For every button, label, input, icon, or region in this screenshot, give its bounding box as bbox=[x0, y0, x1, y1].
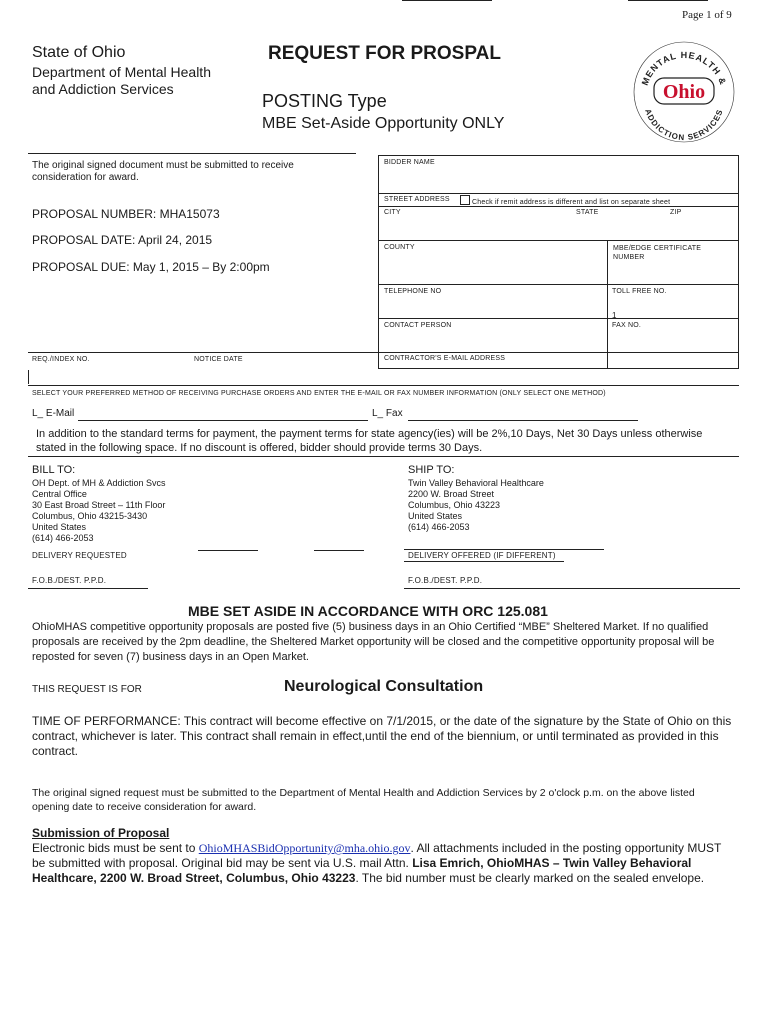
top-rule-2 bbox=[628, 0, 708, 1]
ohio-mhas-seal bbox=[632, 40, 736, 144]
request-label: THIS REQUEST IS FOR bbox=[32, 684, 142, 695]
bill-fob-label: F.O.B./DEST. P.P.D. bbox=[32, 576, 107, 585]
city-label[interactable]: CITY bbox=[384, 209, 401, 216]
delivery-requested-label: DELIVERY REQUESTED bbox=[32, 551, 127, 560]
agency-state: State of Ohio bbox=[32, 44, 126, 61]
ship-fob-label: F.O.B./DEST. P.P.D. bbox=[408, 576, 483, 585]
contractor-email-label[interactable]: CONTRACTOR'S E-MAIL ADDRESS bbox=[384, 355, 506, 362]
posting-type: POSTING Type bbox=[262, 91, 387, 111]
submit-notice: The original signed request must be submitted to the Department of Mental Health and Addiction Services by 2 o'clock p.m. on the above listed opening date to receive consideration for award. bbox=[32, 787, 695, 813]
submission-text-end: . The bid number must be clearly marked on the sealed envelope. bbox=[355, 871, 705, 885]
opportunity-type: MBE Set-Aside Opportunity ONLY bbox=[262, 115, 505, 132]
mbe-heading: MBE SET ASIDE IN ACCORDANCE WITH ORC 125.081 bbox=[188, 603, 548, 619]
ship-to-line: (614) 466-2053 bbox=[408, 522, 470, 532]
email-option[interactable] bbox=[32, 408, 74, 420]
proposal-due: PROPOSAL DUE: May 1, 2015 – By 2:00pm bbox=[32, 260, 270, 274]
notice-date-label: NOTICE DATE bbox=[194, 356, 243, 363]
bill-to-line: Central Office bbox=[32, 489, 87, 499]
req-index-label: REQ./INDEX NO. bbox=[32, 356, 90, 363]
bill-to-line: OH Dept. of MH & Addiction Svcs bbox=[32, 478, 166, 488]
payment-terms: In addition to the standard terms for payment, the payment terms for state agency(ies) will be 2%,10 Days, Net 30 Days unless otherwise stated in the following space. If no discount is offered, bidder should provide terms 30 Days. bbox=[36, 428, 703, 454]
tof-text: This contract will become effective on 7/1/2015, or the date of the signature by the State of Ohio on this contract, whichever is later. This contract shall remain in effect,until the end of the biennium, or until terminated as provided in this contract. bbox=[32, 714, 732, 758]
fax-no-label[interactable]: FAX NO. bbox=[612, 322, 642, 329]
telephone-label[interactable]: TELEPHONE NO bbox=[384, 288, 442, 295]
bill-to-line: United States bbox=[32, 522, 87, 532]
delivery-offered-label: DELIVERY OFFERED (IF DIFFERENT) bbox=[408, 551, 556, 560]
submission-bold-address: Lisa Emrich, OhioMHAS – Twin Valley Behavioral Healthcare, 2200 W. Broad Street, Columbus, Ohio 43223 bbox=[32, 856, 692, 885]
mbe-text: OhioMHAS competitive opportunity proposals are posted five (5) business days in an Ohio Certified “MBE” Sheltered Market. If no qualified proposals are received by the 2pm deadline, the Sheltered Market opportunity will be closed and the competitive opportunity proposal will be reposted for seven (7) business days in an Open Market. bbox=[32, 621, 715, 663]
fax-underline-icon: L_ bbox=[372, 408, 386, 419]
remit-check[interactable] bbox=[458, 195, 670, 206]
mbe-cert-label[interactable]: MBE/EDGE CERTIFICATE NUMBER bbox=[613, 245, 702, 261]
zip-label[interactable]: ZIP bbox=[670, 209, 682, 216]
request-value: Neurological Consultation bbox=[284, 678, 484, 695]
ship-to-line: 2200 W. Broad Street bbox=[408, 489, 495, 499]
bill-to-line: (614) 466-2053 bbox=[32, 533, 94, 543]
seal-text-bottom: ADDICTION SERVICES bbox=[643, 107, 725, 143]
bidder-info-box bbox=[378, 155, 739, 369]
bidder-name-label[interactable]: BIDDER NAME bbox=[384, 159, 435, 166]
bill-to-label: BILL TO: bbox=[32, 464, 76, 476]
seal-text-top: MENTAL HEALTH & bbox=[639, 49, 729, 87]
svg-text:ADDICTION SERVICES bbox=[643, 108, 724, 142]
original-doc-notice: The original signed document must be submitted to receive consideration for award. bbox=[32, 160, 294, 183]
submission-heading: Submission of Proposal bbox=[32, 826, 170, 840]
page-number: Page 1 of 9 bbox=[682, 9, 732, 21]
submission-text bbox=[32, 841, 732, 886]
remit-check-label: Check if remit address is different and list on separate sheet bbox=[472, 199, 671, 206]
remit-checkbox[interactable] bbox=[460, 195, 470, 205]
county-label[interactable]: COUNTY bbox=[384, 244, 415, 251]
agency-dept-line1: Department of Mental Health bbox=[32, 64, 211, 80]
ship-to-label: SHIP TO: bbox=[408, 464, 455, 476]
submission-text-middle: . All attachments included in the posting opportunity MUST be submitted with proposal. Original bid may be sent via U.S. mail Attn. bbox=[32, 841, 722, 870]
agency-dept-line2: and Addiction Services bbox=[32, 81, 174, 97]
seal-center: Ohio bbox=[662, 81, 706, 103]
fax-option-label: Fax bbox=[385, 408, 403, 419]
method-instruction: SELECT YOUR PREFERRED METHOD OF RECEIVING PURCHASE ORDERS AND ENTER THE E-MAIL OR FAX NUMBER INFORMATION (ONLY SELECT ONE METHOD) bbox=[32, 390, 606, 397]
fax-option[interactable] bbox=[372, 408, 403, 420]
ship-to-line: Columbus, Ohio 43223 bbox=[408, 500, 501, 510]
email-underline-icon: L_ bbox=[32, 408, 46, 419]
ship-to-line: United States bbox=[408, 511, 463, 521]
proposal-date: PROPOSAL DATE: April 24, 2015 bbox=[32, 233, 213, 247]
time-of-performance bbox=[32, 714, 732, 759]
bid-email-link[interactable]: OhioMHASBidOpportunity@mha.ohio.gov bbox=[198, 841, 411, 855]
toll-free-prefix: 1 bbox=[612, 311, 617, 320]
submission-text-start: Electronic bids must be sent to bbox=[32, 841, 199, 855]
street-address-label[interactable]: STREET ADDRESS bbox=[384, 196, 450, 203]
bill-to-line: 30 East Broad Street – 11th Floor bbox=[32, 500, 166, 510]
bill-to-address bbox=[32, 478, 166, 544]
document-title: REQUEST FOR PROSPAL bbox=[268, 43, 501, 64]
state-label[interactable]: STATE bbox=[576, 209, 599, 216]
bill-to-line: Columbus, Ohio 43215-3430 bbox=[32, 511, 148, 521]
toll-free-label[interactable]: TOLL FREE NO. bbox=[612, 288, 667, 295]
ship-to-address bbox=[408, 478, 544, 533]
contact-person-label[interactable]: CONTACT PERSON bbox=[384, 322, 452, 329]
top-rule bbox=[402, 0, 492, 1]
ship-to-line: Twin Valley Behavioral Healthcare bbox=[408, 478, 544, 488]
tof-label: TIME OF PERFORMANCE: bbox=[32, 714, 181, 728]
email-option-label: E-Mail bbox=[45, 408, 75, 419]
proposal-number: PROPOSAL NUMBER: MHA15073 bbox=[32, 207, 220, 221]
